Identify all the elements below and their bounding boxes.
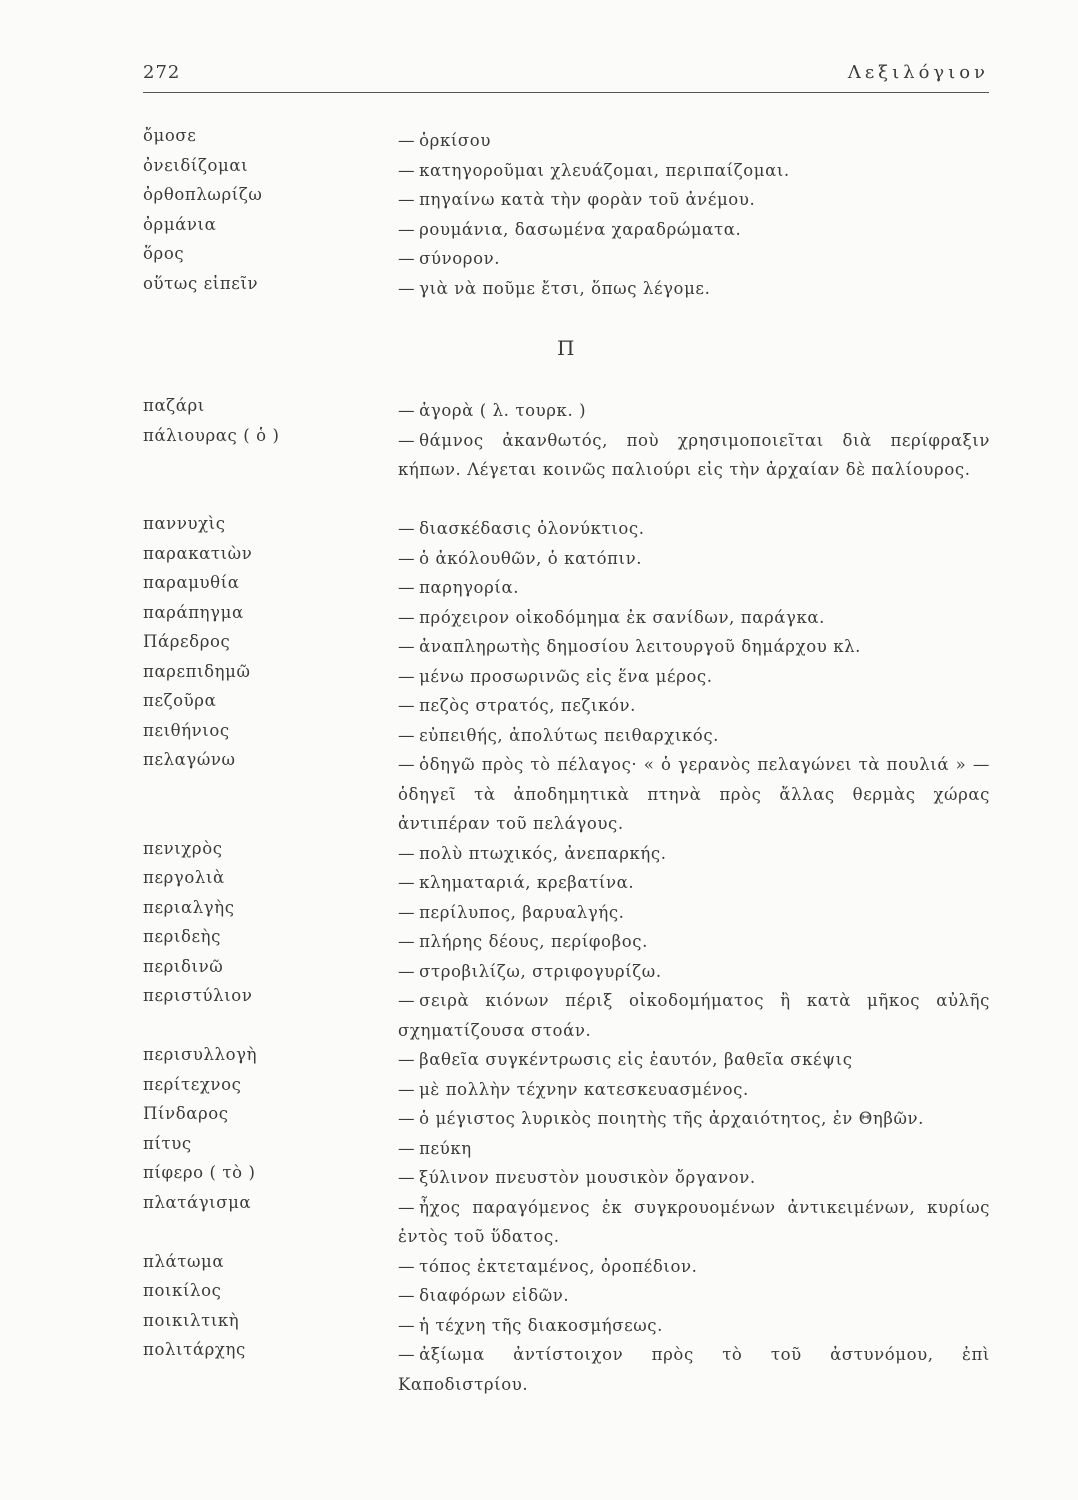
definition-text: μένω προσωρινῶς εἰς ἕνα μέρος. <box>419 666 713 686</box>
entry-definition <box>398 126 990 156</box>
glossary-entry <box>143 1252 993 1282</box>
entry-definition <box>398 215 990 245</box>
em-dash: — <box>398 131 416 150</box>
definition-text: πηγαίνω κατὰ τὴν φορὰν τοῦ ἀνέμου. <box>419 190 756 209</box>
definition-text: σειρὰ κιόνων πέριξ οἰκοδομήματος ἢ κατὰ μῆκος αὐλῆς σχηματίζουσα στοάν. <box>398 991 990 1040</box>
em-dash: — <box>398 991 416 1010</box>
definition-text: ὁδηγῶ πρὸς τὸ πέλαγος· « ὁ γερανὸς πελαγώνει τὰ πουλιά » — ὁδηγεῖ τὰ ἀποδημητικὰ πτηνὰ πρὸς ἄλλας θερμὰς χώρας ἀντιπέραν τοῦ πελάγους. <box>398 755 990 833</box>
definition-text: τόπος ἐκτεταμένος, ὀροπέδιον. <box>419 1256 698 1276</box>
glossary-entry <box>143 1075 993 1105</box>
entry-term: περίτεχνος <box>143 1074 242 1094</box>
entry-definition <box>398 156 990 186</box>
em-dash: — <box>398 219 416 239</box>
entry-definition <box>398 185 990 215</box>
entry-term: ὀρμάνια <box>143 214 217 234</box>
entry-term: ὄμοσε <box>143 126 197 145</box>
em-dash: — <box>398 519 416 538</box>
entry-term: παρακατιὼν <box>143 543 253 563</box>
header-rule <box>143 92 989 93</box>
glossary-entry <box>143 1193 993 1252</box>
entry-definition <box>398 1104 990 1134</box>
definition-text: ρουμάνια, δασωμένα χαραδρώματα. <box>419 219 742 239</box>
entry-definition <box>398 691 990 721</box>
definition-text: ξύλινον πνευστὸν μουσικὸν ὄργανον. <box>419 1168 756 1187</box>
glossary-entry <box>143 632 993 662</box>
entry-definition <box>398 426 990 485</box>
em-dash: — <box>398 190 416 209</box>
em-dash: — <box>398 1109 416 1128</box>
entry-term: πίφερο ( τὸ ) <box>143 1163 256 1182</box>
entry-term: πλατάγισμα <box>143 1192 252 1212</box>
glossary-entry <box>143 215 993 245</box>
entry-term: Πάρεδρος <box>143 632 231 651</box>
em-dash: — <box>398 755 416 774</box>
entry-term: παζάρι <box>143 396 205 415</box>
em-dash: — <box>398 696 416 715</box>
em-dash: — <box>398 843 416 863</box>
em-dash: — <box>398 249 416 268</box>
entry-term: παράπηγμα <box>143 602 244 622</box>
glossary-entry <box>143 839 993 869</box>
entry-definition <box>398 1134 990 1164</box>
glossary-entry <box>143 1311 993 1341</box>
page-header <box>143 62 989 88</box>
definition-text: ἡ τέχνη τῆς διακοσμήσεως. <box>419 1315 663 1335</box>
entry-definition <box>398 927 990 957</box>
entry-term: ποικίλος <box>143 1281 222 1300</box>
entry-definition <box>398 986 990 1045</box>
glossary-entry <box>143 986 993 1045</box>
entry-definition <box>398 632 990 662</box>
entry-definition <box>398 544 990 574</box>
glossary-entry <box>143 1340 993 1399</box>
entry-term: πάλιουρας ( ὁ ) <box>143 425 280 445</box>
entry-term: πολιτάρχης <box>143 1340 246 1359</box>
em-dash: — <box>398 607 416 627</box>
glossary-entry <box>143 868 993 898</box>
glossary-entry <box>143 1134 993 1164</box>
definition-text: ὁ μέγιστος λυρικὸς ποιητὴς τῆς ἀρχαιότητος, ἐν Θηβῶν. <box>419 1109 925 1128</box>
glossary-entry <box>143 573 993 603</box>
entry-definition <box>398 868 990 898</box>
entry-definition <box>398 1340 990 1399</box>
definition-text: βαθεῖα συγκέντρωσις εἰς ἑαυτόν, βαθεῖα σκέψις <box>419 1050 853 1069</box>
em-dash: — <box>398 430 416 450</box>
definition-text: σύνορον. <box>419 249 501 268</box>
entry-term: περιαλγὴς <box>143 897 235 917</box>
entry-term: παννυχὶς <box>143 514 226 533</box>
em-dash: — <box>398 548 416 568</box>
entry-term: πεζοῦρα <box>143 691 217 710</box>
em-dash: — <box>398 961 416 981</box>
em-dash: — <box>398 1050 416 1069</box>
definition-text: πολὺ πτωχικός, ἀνεπαρκής. <box>419 843 667 863</box>
em-dash: — <box>398 578 416 597</box>
definition-text: γιὰ νὰ ποῦμε ἔτσι, ὅπως λέγομε. <box>419 278 711 298</box>
glossary-entry <box>143 662 993 692</box>
entry-term: περισυλλογὴ <box>143 1045 258 1064</box>
entry-term: ποικιλτικὴ <box>143 1310 240 1330</box>
em-dash: — <box>398 160 416 180</box>
entry-definition <box>398 244 990 274</box>
glossary-entry <box>143 721 993 751</box>
em-dash: — <box>398 666 416 686</box>
glossary-entry <box>143 957 993 987</box>
definition-text: κατηγοροῦμαι χλευάζομαι, περιπαίζομαι. <box>419 160 790 180</box>
glossary-entry <box>143 514 993 544</box>
entry-term: οὕτως εἰπεῖν <box>143 273 259 293</box>
glossary-entry <box>143 274 993 304</box>
entry-term: πλάτωμα <box>143 1251 225 1271</box>
entry-definition <box>398 274 990 304</box>
entry-definition <box>398 898 990 928</box>
entry-term: Πίνδαρος <box>143 1104 229 1123</box>
definition-text: διαφόρων εἰδῶν. <box>419 1286 570 1305</box>
definition-text: στροβιλίζω, στριφογυρίζω. <box>419 961 662 981</box>
entry-term: πενιχρὸς <box>143 838 223 858</box>
entry-definition <box>398 1163 990 1193</box>
entry-term: πίτυς <box>143 1133 192 1153</box>
definition-text: πλήρης δέους, περίφοβος. <box>419 932 648 951</box>
entry-definition <box>398 1075 990 1105</box>
glossary-entry <box>143 185 993 215</box>
definition-text: ὁ ἀκόλουθῶν, ὁ κατόπιν. <box>419 548 643 568</box>
em-dash: — <box>398 637 416 656</box>
definition-text: θάμνος ἀκανθωτός, ποὺ χρησιμοποιεῖται διὰ περίφραξιν κήπων. Λέγεται κοινῶς παλιούρι εἰς τὴν ἀρχαίαν δὲ παλίουρος. <box>398 430 990 479</box>
entry-term: παραμυθία <box>143 573 240 592</box>
glossary-entry <box>143 396 993 426</box>
entry-definition <box>398 1311 990 1341</box>
definition-text: ὁρκίσου <box>419 131 491 150</box>
em-dash: — <box>398 725 416 745</box>
em-dash: — <box>398 1345 416 1364</box>
entry-definition <box>398 1281 990 1311</box>
em-dash: — <box>398 278 416 298</box>
entry-term: ὀρθοπλωρίζω <box>143 185 263 204</box>
em-dash: — <box>398 1168 416 1187</box>
glossary-entry <box>143 927 993 957</box>
entry-definition <box>398 514 990 544</box>
definition-text: μὲ πολλὴν τέχνην κατεσκευασμένος. <box>419 1079 749 1099</box>
glossary-entry <box>143 426 993 515</box>
entry-definition <box>398 721 990 751</box>
entry-definition <box>398 1252 990 1282</box>
glossary-entry <box>143 898 993 928</box>
glossary-entry <box>143 1281 993 1311</box>
glossary-entry <box>143 1163 993 1193</box>
definition-text: ἦχος παραγόμενος ἐκ συγκρουομένων ἀντικειμένων, κυρίως ἐντὸς τοῦ ὕδατος. <box>398 1197 990 1246</box>
entry-term: πελαγώνω <box>143 750 236 769</box>
em-dash: — <box>398 1079 416 1099</box>
glossary-entry <box>143 126 993 156</box>
glossary-entry <box>143 603 993 633</box>
glossary-entry <box>143 691 993 721</box>
entry-definition <box>398 1045 990 1075</box>
em-dash: — <box>398 1315 416 1335</box>
entry-definition <box>398 750 990 839</box>
entry-term: περιστύλιον <box>143 986 253 1005</box>
em-dash: — <box>398 902 416 922</box>
entry-definition <box>398 603 990 633</box>
definition-text: πρόχειρον οἰκοδόμημα ἐκ σανίδων, παράγκα. <box>419 607 825 627</box>
definition-text: πεζὸς στρατός, πεζικόν. <box>419 696 637 715</box>
definition-text: ἀγορὰ ( λ. τουρκ. ) <box>419 401 587 420</box>
definition-text: κληματαριά, κρεβατίνα. <box>419 873 635 892</box>
glossary-entry <box>143 1045 993 1075</box>
entry-term: περιδεὴς <box>143 927 221 946</box>
em-dash: — <box>398 401 416 420</box>
entry-definition <box>398 396 990 426</box>
entry-term: παρεπιδημῶ <box>143 661 251 681</box>
em-dash: — <box>398 1286 416 1305</box>
glossary-entry <box>143 544 993 574</box>
definition-text: ἀξίωμα ἀντίστοιχον πρὸς τὸ τοῦ ἀστυνόμου, ἐπὶ Καποδιστρίου. <box>398 1345 990 1394</box>
entry-definition <box>398 1193 990 1252</box>
entry-definition <box>398 573 990 603</box>
em-dash: — <box>398 932 416 951</box>
entry-term: περγολιὰ <box>143 868 225 887</box>
definition-text: πεύκη <box>419 1138 472 1158</box>
definition-text: διασκέδασις ὁλονύκτιος. <box>419 519 645 538</box>
entry-term: περιδινῶ <box>143 956 224 976</box>
em-dash: — <box>398 1197 416 1217</box>
running-title: Λεξιλόγιον <box>847 62 989 83</box>
glossary-entry <box>143 750 993 839</box>
glossary-entry <box>143 156 993 186</box>
glossary-entry <box>143 244 993 274</box>
section-letter: Π <box>557 336 575 360</box>
entry-term: πειθήνιος <box>143 720 230 740</box>
glossary-entry <box>143 1104 993 1134</box>
page-number: 272 <box>143 62 181 83</box>
definition-text: παρηγορία. <box>419 578 520 597</box>
definition-text: εὐπειθής, ἀπολύτως πειθαρχικός. <box>419 725 720 745</box>
entry-term: ὅρος <box>143 244 185 263</box>
entry-definition <box>398 957 990 987</box>
definition-text: περίλυπος, βαρυαλγής. <box>419 902 625 922</box>
definition-text: ἀναπληρωτὴς δημοσίου λειτουργοῦ δημάρχου κλ. <box>419 637 862 656</box>
em-dash: — <box>398 1138 416 1158</box>
em-dash: — <box>398 873 416 892</box>
entry-definition <box>398 839 990 869</box>
entry-term: ὀνειδίζομαι <box>143 155 249 175</box>
entry-definition <box>398 662 990 692</box>
em-dash: — <box>398 1256 416 1276</box>
